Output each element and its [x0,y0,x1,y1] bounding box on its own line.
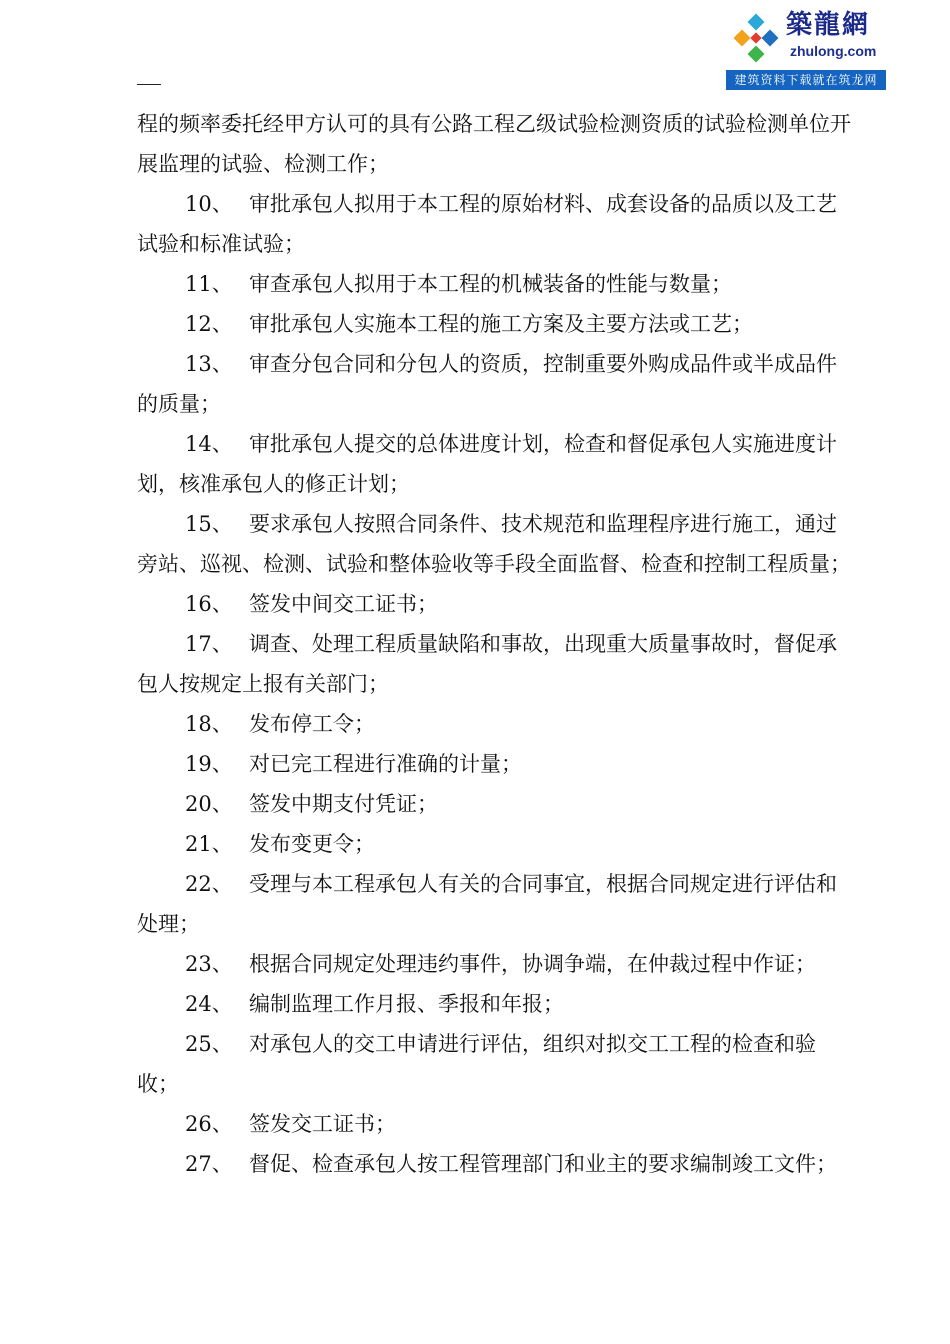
item-text: 签发交工证书； [249,1112,396,1136]
item-number: 16、 [185,592,233,616]
item-text: 对承包人的交工申请进行评估，组织对拟交工工程的检查和验收； [137,1032,816,1096]
item-text: 签发中间交工证书； [249,592,438,616]
list-item [137,704,853,744]
item-number: 21、 [185,832,233,856]
list-item [137,104,853,184]
item-number: 15、 [185,512,233,536]
item-text: 受理与本工程承包人有关的合同事宜，根据合同规定进行评估和处理； [137,872,837,936]
list-item [137,504,853,584]
item-number: 17、 [185,632,233,656]
item-text: 对已完工程进行准确的计量； [249,752,522,776]
logo-domain: zhulong.com [790,43,877,59]
item-text: 督促、检查承包人按工程管理部门和业主的要求编制竣工文件； [249,1152,837,1176]
item-number: 12、 [185,312,233,336]
item-number: 27、 [185,1152,233,1176]
list-item [137,744,853,784]
list-item [137,864,853,944]
item-number: 24、 [185,992,233,1016]
logo-top [726,8,886,70]
list-item [137,784,853,824]
item-text: 审批承包人拟用于本工程的原始材料、成套设备的品质以及工艺试验和标准试验； [137,192,837,256]
item-text: 调查、处理工程质量缺陷和事故，出现重大质量事故时，督促承包人按规定上报有关部门； [137,632,837,696]
logo-name-cn: 築龍網 [786,10,871,40]
item-text: 审查分包合同和分包人的资质，控制重要外购成品件或半成品件的质量； [137,352,837,416]
list-item [137,1144,853,1184]
list-item [137,304,853,344]
item-number: 26、 [185,1112,233,1136]
list-item [137,264,853,304]
item-text: 根据合同规定处理违约事件，协调争端，在仲裁过程中作证； [249,952,816,976]
list-item [137,1024,853,1104]
logo-slogan: 建筑资料下载就在筑龙网 [726,70,886,90]
item-number: 25、 [185,1032,233,1056]
item-text: 发布停工令； [249,712,375,736]
item-number: 23、 [185,952,233,976]
item-number: 19、 [185,752,233,776]
list-item [137,584,853,624]
list-item [137,184,853,264]
list-item [137,824,853,864]
item-text: 审批承包人提交的总体进度计划，检查和督促承包人实施进度计划，核准承包人的修正计划； [137,432,837,496]
list-item [137,624,853,704]
header-rule [137,84,161,85]
zhulong-logo [726,8,886,87]
logo-diamond-icon [728,12,784,68]
item-text: 要求承包人按照合同条件、技术规范和监理程序进行施工，通过旁站、巡视、检测、试验和整体验收等手段全面监督、检查和控制工程质量； [137,512,851,576]
item-text: 程的频率委托经甲方认可的具有公路工程乙级试验检测资质的试验检测单位开展监理的试验、检测工作； [137,112,851,176]
item-number: 22、 [185,872,233,896]
list-item [137,344,853,424]
item-text: 审查承包人拟用于本工程的机械装备的性能与数量； [249,272,732,296]
item-number: 18、 [185,712,233,736]
list-item [137,944,853,984]
item-number: 10、 [185,192,233,216]
item-text: 发布变更令； [249,832,375,856]
list-item [137,424,853,504]
item-number: 13、 [185,352,233,376]
item-text: 审批承包人实施本工程的施工方案及主要方法或工艺； [249,312,753,336]
item-number: 11、 [185,272,233,296]
list-item [137,1104,853,1144]
item-number: 20、 [185,792,233,816]
item-number: 14、 [185,432,233,456]
document-body [137,104,853,1184]
item-text: 编制监理工作月报、季报和年报； [249,992,564,1016]
list-item [137,984,853,1024]
item-text: 签发中期支付凭证； [249,792,438,816]
